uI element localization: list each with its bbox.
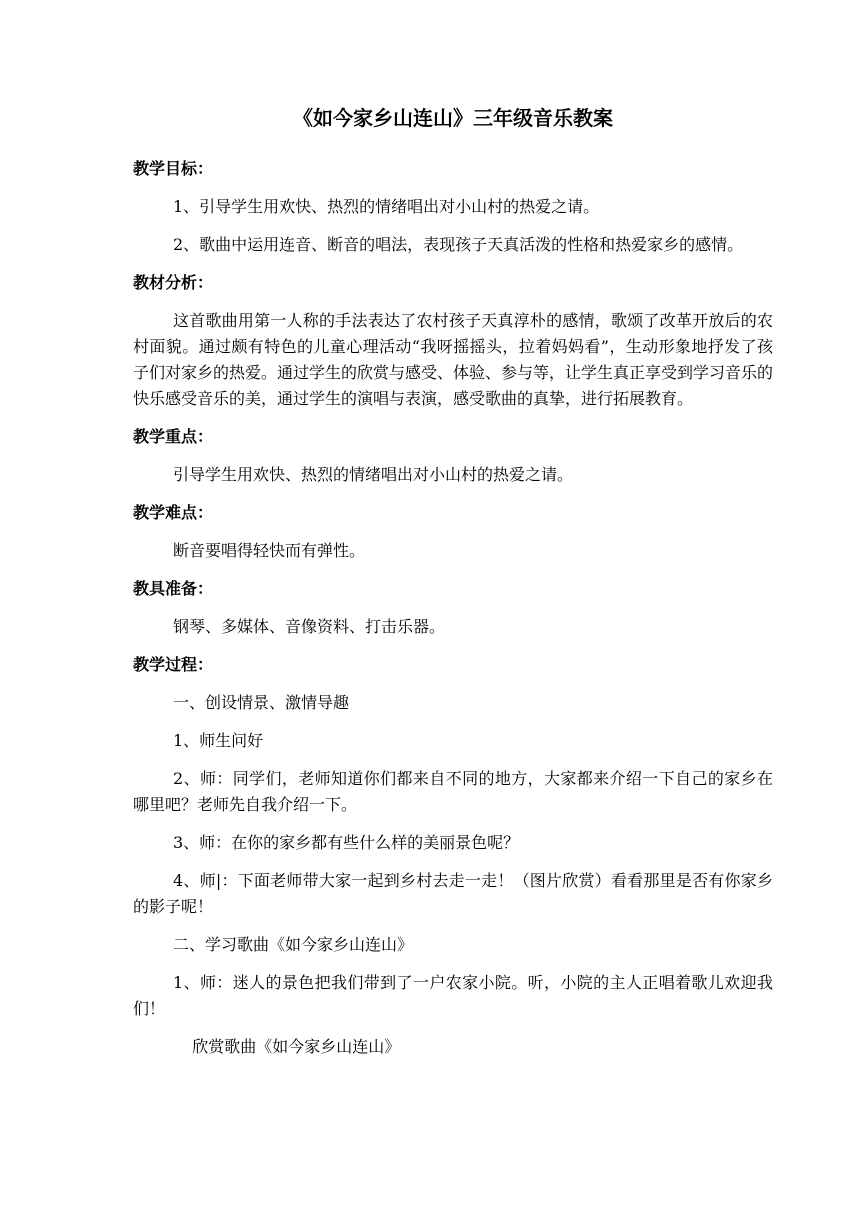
document-page [133, 100, 773, 1072]
analysis-text: 这首歌曲用第一人称的手法表达了农村孩子天真淳朴的感情，歌颂了改革开放后的农村面貌。通过颇有特色的儿童心理活动“我呀摇摇头，拉着妈妈看”，生动形象地抒发了孩子们对家乡的热爱。通过学生的欣赏与感受、体验、参与等，让学生真正享受到学习音乐的快乐感受音乐的美，通过学生的演唱与表演，感受歌曲的真挚，进行拓展教育。 [133, 311, 774, 408]
tools-text: 钢琴、多媒体、音像资料、打击乐器。 [173, 617, 446, 636]
process-item: 欣赏歌曲《如今家乡山连山》 [192, 1037, 401, 1056]
goals-heading: 教学目标： [133, 159, 214, 178]
document-title: 《如今家乡山连山》三年级音乐教案 [293, 106, 613, 130]
key-points-heading: 教学重点： [133, 427, 214, 446]
process-item: 3、师：在你的家乡都有些什么样的美丽景色呢？ [173, 833, 520, 852]
goal-item: 2、歌曲中运用连音、断音的唱法，表现孩子天真活泼的性格和热爱家乡的感情。 [173, 235, 744, 254]
process-item: 一、创设情景、激情导趣 [173, 693, 350, 712]
analysis-heading: 教材分析： [133, 273, 214, 292]
process-item: 1、师生问好 [173, 731, 264, 750]
difficulty-heading: 教学难点： [133, 503, 214, 522]
process-heading: 教学过程： [133, 655, 214, 674]
difficulty-text: 断音要唱得轻快而有弹性。 [173, 541, 366, 560]
process-item: 1、师：迷人的景色把我们带到了一户农家小院。听，小院的主人正唱着歌儿欢迎我们！ [133, 973, 773, 1018]
goal-item: 1、引导学生用欢快、热烈的情绪唱出对小山村的热爱之请。 [173, 197, 600, 216]
tools-heading: 教具准备： [133, 579, 214, 598]
key-points-text: 引导学生用欢快、热烈的情绪唱出对小山村的热爱之请。 [173, 465, 574, 484]
process-item: 二、学习歌曲《如今家乡山连山》 [173, 935, 414, 954]
process-item: 2、师：同学们，老师知道你们都来自不同的地方，大家都来介绍一下自己的家乡在哪里吧？老师先自我介绍一下。 [133, 769, 773, 814]
process-item: 4、师|：下面老师带大家一起到乡村去走一走！（图片欣赏）看看那里是否有你家乡的影子呢！ [133, 871, 773, 916]
